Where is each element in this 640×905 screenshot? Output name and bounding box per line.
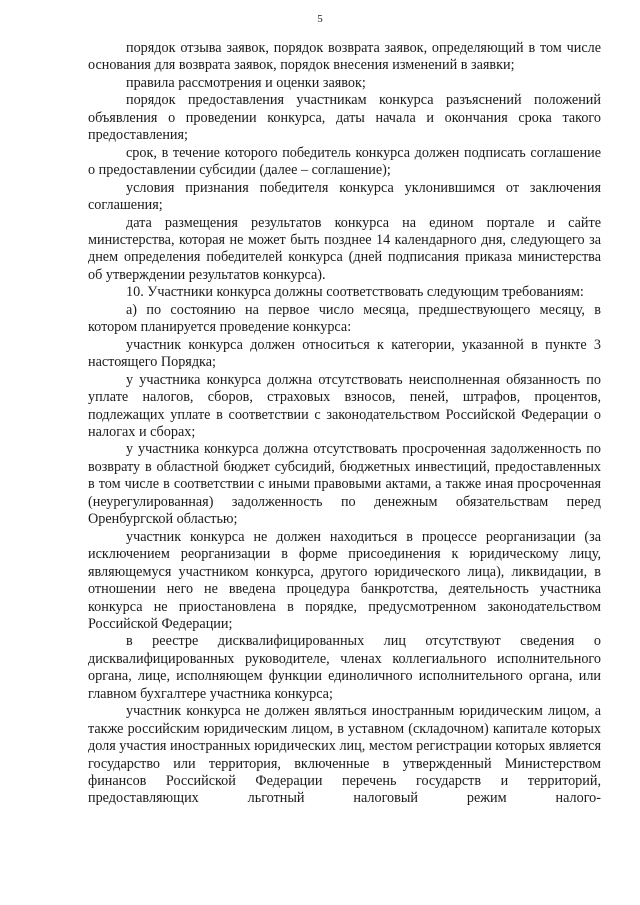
- paragraph-results-date: дата размещения результатов конкурса на едином портале и сайте министерства, которая не может быть позднее 14 календарного дня, следующего за днем определения победителей конкурса (дней подписания приказа министерства об утверждении результатов конкурса).: [88, 214, 601, 283]
- page-number: 5: [317, 13, 323, 25]
- paragraph-budget-debt: у участника конкурса должна отсутствовать просроченная задолженность по возврату в областной бюджет субсидий, бюджетных инвестиций, предоставленных в том числе в соответствии с иными правовыми актами, а также иная просроченная (неурегулированная) задолженность по денежным обязательствам перед Оренбургской областью;: [88, 441, 601, 528]
- paragraph-requirement-a: а) по состоянию на первое число месяца, предшествующего месяцу, в котором планируется проведение конкурса:: [88, 301, 601, 336]
- paragraph-review-rules: правила рассмотрения и оценки заявок;: [126, 74, 366, 91]
- paragraph-reorganization: участник конкурса не должен находиться в процессе реорганизации (за исключением реорганизации в форме присоединения к юридическому лицу, являющемуся участником конкурса, другого юридического лица), ликвидации, в отношении него не введена процедура банкротства, деятельность участника конкурса не приостановлена в порядке, предусмотренном законодательством Российской Федерации;: [88, 528, 601, 632]
- paragraph-withdrawal-order: порядок отзыва заявок, порядок возврата заявок, определяющий в том числе основания для возврата заявок, порядок внесения изменений в заявки;: [88, 40, 601, 74]
- document-body: [88, 40, 601, 808]
- paragraph-foreign-entity: участник конкурса не должен являться иностранным юридическим лицом, а также российским юридическим лицом, в уставном (складочном) капитале которых доля участия иностранных юридических лиц, местом регистрации которых является государство или территория, включенные в утвержденный Министерством финансов Российской Федерации перечень государств и территорий, предоставляющих льготный налоговый режим налого-: [88, 703, 601, 807]
- paragraph-clarifications: порядок предоставления участникам конкурса разъяснений положений объявления о проведении конкурса, даты начала и окончания срока такого предоставления;: [88, 92, 601, 144]
- paragraph-signing-deadline: срок, в течение которого победитель конкурса должен подписать соглашение о предоставлении субсидии (далее – соглашение);: [88, 144, 601, 179]
- paragraph-requirements-10: 10. Участники конкурса должны соответствовать следующим требованиям:: [126, 284, 584, 301]
- paragraph-category: участник конкурса должен относиться к категории, указанной в пункте 3 настоящего Порядка;: [88, 336, 601, 371]
- paragraph-disqualified-persons: в реестре дисквалифицированных лиц отсутствуют сведения о дисквалифицированных руководителе, членах коллегиального исполнительного органа, лице, исполняющем функции единоличного исполнительного органа, или главном бухгалтере участника конкурса;: [88, 633, 601, 702]
- paragraph-tax-obligations: у участника конкурса должна отсутствовать неисполненная обязанность по уплате налогов, сборов, страховых взносов, пеней, штрафов, процентов, подлежащих уплате в соответствии с законодательством Российской Федерации о налогах и сборах;: [88, 371, 601, 440]
- paragraph-evasion-conditions: условия признания победителя конкурса уклонившимся от заключения соглашения;: [88, 179, 601, 214]
